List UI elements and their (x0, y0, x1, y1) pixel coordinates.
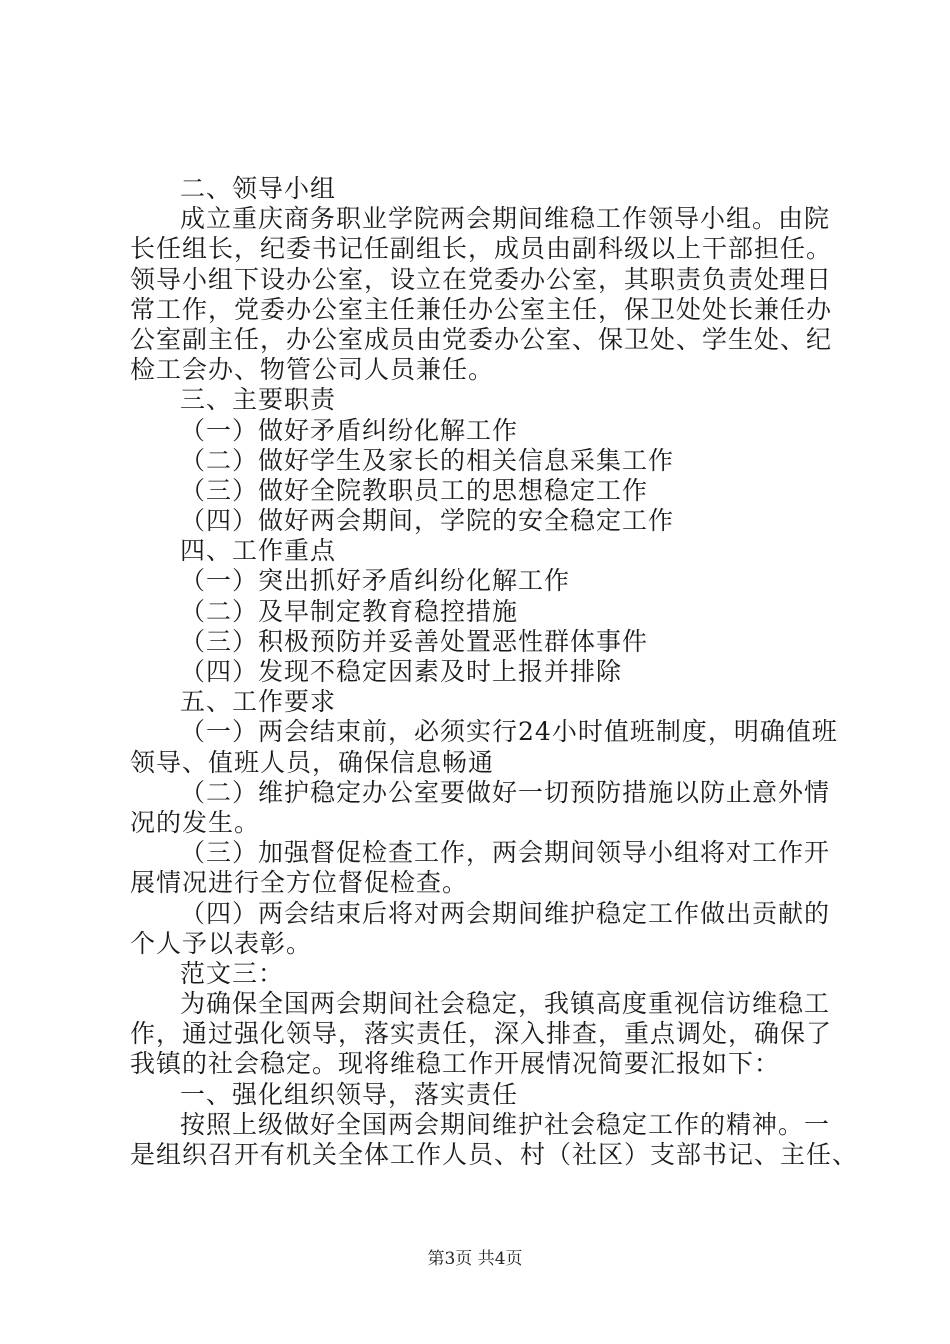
list-item: （二）做好学生及家长的相关信息采集工作 (180, 445, 675, 475)
document-body (130, 174, 859, 1170)
paragraph-line: 领导小组下设办公室，设立在党委办公室，其职责负责处理日 (130, 264, 833, 294)
paragraph-line: 常工作，党委办公室主任兼任办公室主任，保卫处处长兼任办 (130, 294, 833, 324)
paragraph-line: 检工会办、物管公司人员兼任。 (130, 355, 495, 385)
list-item: （三）做好全院教职员工的思想稳定工作 (180, 475, 649, 505)
paragraph-line: （四）两会结束后将对两会期间维护稳定工作做出贡献的 (180, 898, 831, 928)
list-item: （四）发现不稳定因素及时上报并排除 (180, 657, 623, 686)
paragraph-line: 个人予以表彰。 (130, 928, 313, 958)
section-heading: 四、工作重点 (180, 536, 337, 566)
paragraph-line: （二）维护稳定办公室要做好一切预防措施以防止意外情 (180, 777, 831, 807)
paragraph-line: （三）加强督促检查工作，两会期间领导小组将对工作开 (180, 838, 831, 868)
paragraph-line: 我镇的社会稳定。现将维稳工作开展情况简要汇报如下： (130, 1049, 781, 1079)
paragraph-line: 为确保全国两会期间社会稳定，我镇高度重视信访维稳工 (180, 989, 831, 1019)
paragraph-line: 展情况进行全方位督促检查。 (130, 868, 469, 898)
section-heading: 范文三： (180, 958, 285, 988)
paragraph-line: 按照上级做好全国两会期间维护社会稳定工作的精神。一 (180, 1109, 831, 1139)
paragraph-line: 长任组长，纪委书记任副组长，成员由副科级以上干部担任。 (130, 234, 833, 264)
section-heading: 五、工作要求 (180, 687, 337, 717)
list-item: （四）做好两会期间，学院的安全稳定工作 (180, 506, 675, 536)
paragraph-line: 公室副主任，办公室成员由党委办公室、保卫处、学生处、纪 (130, 324, 833, 354)
section-heading: 二、领导小组 (180, 174, 337, 203)
paragraph-line: （一）两会结束前，必须实行24小时值班制度，明确值班 (180, 717, 838, 747)
list-item: （一）突出抓好矛盾纠纷化解工作 (180, 566, 571, 596)
section-heading: 一、强化组织领导，落实责任 (180, 1079, 519, 1109)
page-footer: 第3页 共4页 (427, 1249, 523, 1269)
paragraph-line: 作，通过强化领导，落实责任，深入排查，重点调处，确保了 (130, 1019, 833, 1049)
list-item: （一）做好矛盾纠纷化解工作 (180, 415, 519, 445)
paragraph-line: 成立重庆商务职业学院两会期间维稳工作领导小组。由院 (180, 204, 831, 234)
paragraph-line: 况的发生。 (130, 807, 261, 837)
paragraph-line: 领导、值班人员，确保信息畅通 (130, 747, 495, 777)
list-item: （二）及早制定教育稳控措施 (180, 596, 519, 626)
list-item: （三）积极预防并妥善处置恶性群体事件 (180, 626, 649, 656)
section-heading: 三、主要职责 (180, 385, 337, 415)
paragraph-line: 是组织召开有机关全体工作人员、村（社区）支部书记、主任、 (130, 1140, 859, 1169)
